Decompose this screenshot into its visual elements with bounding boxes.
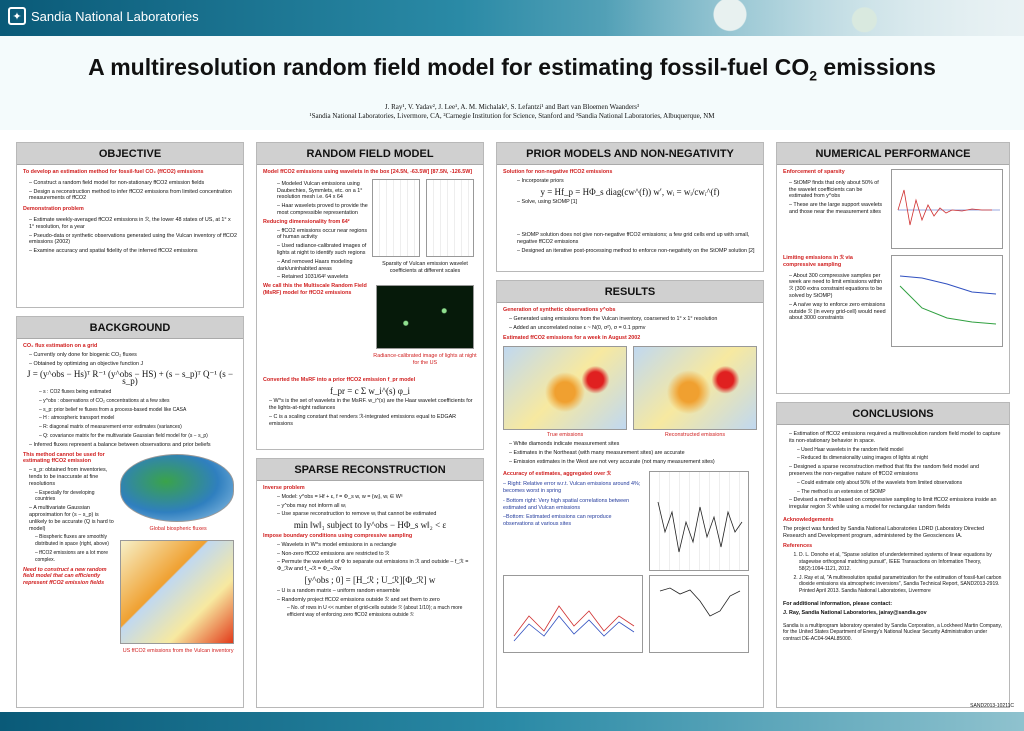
results-est: Estimated ffCO2 emissions for a week in August 2002 xyxy=(503,335,641,342)
definition: – Q: covariance matrix for the multivariate Gaussian field model for (s − s_p) xyxy=(39,432,208,439)
objective-panel xyxy=(16,142,244,308)
compressive-lines xyxy=(892,256,1004,348)
list-item: – Used radiance-calibrated images of lights at night to identify such regions xyxy=(277,243,367,256)
compressive-equation: [y^obs ; 0] = [H_ℛ ; U_ℛ][Φ_ℛ] w xyxy=(304,574,436,585)
org-name: Sandia National Laboratories xyxy=(31,8,199,24)
site-observations-plot xyxy=(503,575,643,653)
sparsity-scatter xyxy=(892,170,1004,250)
random-field-panel xyxy=(256,142,484,450)
reference: 1. D. L. Donoho et al, "Sparse solution of underdetermined systems of linear equations by stagewise orthogonal matching pursuit", IEEE Transactions on Information Theory, 58(2):1094-1121, 2012. xyxy=(799,552,1003,572)
background-left-text xyxy=(23,452,114,662)
list-item: – Added an uncorrelated noise ε ~ N(0, σ²), σ = 0.1 ppmv xyxy=(509,324,646,331)
conclusions-panel xyxy=(776,402,1010,708)
reconstructed-emissions-block xyxy=(633,346,757,439)
list-item: – Pseudo-data or synthetic observations generated using the Vulcan inventory of ffCO2 emissions (2002) xyxy=(29,232,237,246)
acc-item: – Right: Relative error w.r.t. Vulcan emissions around 4%; becomes worst in spring xyxy=(503,481,641,494)
rfm-body xyxy=(257,165,483,434)
objective-equation: J = (y^obs − Hs)ᵀ R⁻¹ (y^obs − HS) + (s − s_p)ᵀ Q⁻¹ (s − s_p) xyxy=(26,369,234,387)
list-item: – Estimates in the Northeast (with many measurement sites) are accurate xyxy=(509,449,685,456)
msrf-note: We call this the Multiscale Random Field (MsRF) model for ffCO2 emissions xyxy=(263,283,367,296)
caption-reconstructed: Reconstructed emissions xyxy=(664,432,726,439)
top-banner xyxy=(0,0,1024,36)
background-body xyxy=(17,339,243,666)
global-flux-map xyxy=(120,454,234,522)
method-note: This method cannot be used for estimating ffCO2 emission xyxy=(23,451,105,465)
banner-decoration xyxy=(604,0,1024,36)
ack-title: Acknowledgements xyxy=(783,516,834,523)
list-item: – About 300 compressive samples per week are need to limit emissions within ℛ (300 extra constraint equations to be solved by StOMP) xyxy=(789,272,883,299)
numerical-performance-panel xyxy=(776,142,1010,394)
rfm-left-text xyxy=(263,179,368,375)
true-emissions-map xyxy=(503,346,627,430)
list-item: – Examine accuracy and spatial fidelity of the inferred ffCO2 emissions xyxy=(29,248,198,255)
prior-model-equation: y = Hf_p = HΦ_s diag(cw^(f)) w′, wᵢ = wᵢ/cwᵢ^(f) xyxy=(540,186,720,197)
list-item: – U is a random matrix – uniform random ensemble xyxy=(277,587,400,594)
acc-item: - Bottom right: Very high spatial correlations between estimated and Vulcan emissions xyxy=(503,497,630,511)
list-item: – Could estimate only about 50% of the wavelets from limited observations xyxy=(797,479,963,486)
list-item: – ffCO2 emissions occur near regions of human activity xyxy=(277,227,368,241)
relative-error-plot xyxy=(649,471,749,571)
list-item: – StOMP solution does not give non-negative ffCO2 emissions; a few grid cells end up with small, negative ffCO2 emissions xyxy=(517,232,750,245)
night-lights-map xyxy=(376,285,474,349)
panel-title: PRIOR MODELS AND NON-NEGATIVITY xyxy=(497,143,763,165)
stomp-equation-figure xyxy=(575,209,685,229)
title-tail: emissions xyxy=(817,54,936,80)
list-item: – Especially for developing countries xyxy=(35,489,95,503)
demo-title: Demonstration problem xyxy=(23,206,84,213)
rfm-dim-title: Reducing dimensionality from 64² xyxy=(263,218,350,225)
objective-intro: To develop an estimation method for fossil-fuel CO₂ (ffCO2) emissions xyxy=(23,169,204,175)
prior-body xyxy=(497,165,763,261)
contact-block xyxy=(783,601,1003,617)
list-item: – Emission estimates in the West are not very accurate (not many measurement sites) xyxy=(509,458,715,465)
list-item: – White diamonds indicate measurement sites xyxy=(509,440,620,447)
list-item: – A naïve way to enforce zero emissions outside ℛ (in every grid-cell) would need about 3000 constraints xyxy=(789,301,886,322)
list-item: – Design a reconstruction method to infer ffCO2 emissions from limited concentration measurements of ffCO2 xyxy=(29,188,232,202)
contact-info: J. Ray, Sandia National Laboratories, jairay@sandia.gov xyxy=(783,609,927,616)
definition: – H : atmospheric transport model xyxy=(39,415,115,422)
objective-body xyxy=(17,165,243,261)
list-item: – Obtained by optimizing an objective function J xyxy=(29,360,144,367)
definition: – y^obs : observations of CO₂ concentrations at a few sites xyxy=(39,397,170,404)
conclusions-body xyxy=(777,425,1009,647)
contact-title: For additional information, please contact: xyxy=(783,600,893,607)
caption-global: Global biospheric fluxes xyxy=(149,525,207,532)
panel-title: CONCLUSIONS xyxy=(777,403,1009,425)
list-item: – Biospheric fluxes are smoothly distributed in space (right, above) xyxy=(35,534,109,548)
list-item: – Randomly project ffCO2 emissions outside ℛ and set them to zero xyxy=(277,596,440,603)
caption-us: US ffCO2 emissions from the Vulcan inventory xyxy=(122,647,234,654)
list-item: – Inferred fluxes represent a balance between observations and prior beliefs xyxy=(29,441,211,448)
background-h1: CO₂ flux estimation on a grid xyxy=(23,343,98,349)
panel-title: NUMERICAL PERFORMANCE xyxy=(777,143,1009,165)
thunderbird-icon: ✦ xyxy=(8,7,26,25)
panel-title: SPARSE RECONSTRUCTION xyxy=(257,459,483,481)
list-item: – Generated using emissions from the Vulcan inventory, coarsened to 1° x 1° resolution xyxy=(509,315,718,322)
list-item: – ffCO2 emissions are a lot more complex. xyxy=(35,549,108,563)
list-item: – Haar wavelets proved to provide the most compressible representation xyxy=(277,203,368,216)
rfm-convert: Converted the MsRF into a prior ffCO2 emission f_pr model xyxy=(263,376,416,383)
accuracy-title: Accuracy of estimates, aggregated over ℛ xyxy=(503,471,611,478)
list-item: – The method is an extension of StOMP xyxy=(797,488,886,495)
authors: J. Ray¹, V. Yadav², J. Lee¹, A. M. Michalak², S. Lefantzi¹ and Bart van Bloemen Waanders³ xyxy=(384,103,640,111)
sparsity-scatter-plot xyxy=(891,169,1003,249)
sparsity-plot-left xyxy=(372,179,420,257)
list-item: – And removed Haars modeling dark/uninhabited areas xyxy=(277,258,353,272)
acc-item: –Bottom: Estimated emissions can reproduce observations at various sites xyxy=(503,514,612,528)
list-item: – C is a scaling constant that renders ℛ-integrated emissions equal to EDGAR emissions xyxy=(269,413,457,427)
definition: – s_p: prior belief re fluxes from a process-based model like CASA xyxy=(39,406,187,413)
results-gen: Generation of synthetic observations y^obs xyxy=(503,307,616,313)
list-item: – W^s is the set of wavelets in the MsRF. w_i^(s) are the Haar wavelet coefficients for the lights-at-night radiances xyxy=(269,398,473,412)
background-panel xyxy=(16,316,244,708)
definition: – R: diagonal matrix of measurement error estimates (variances) xyxy=(39,424,182,431)
disclaimer: Sandia is a multiprogram laboratory operated by Sandia Corporation, a Lockheed Martin Company, for the United States Department of Energy's National Nuclear Security Administration under contract DE-AC04-94AL85000. xyxy=(783,622,1002,643)
list-item: – These are the large support wavelets and those near the measurement sites xyxy=(789,202,883,215)
correlation-line xyxy=(650,576,750,654)
sparsity-text xyxy=(783,169,887,249)
document-code: SAND2013-10211C xyxy=(970,703,1014,709)
results-body xyxy=(497,303,763,657)
background-conclusion: Need to construct a new random field model that can efficiently represent ffCO2 emission fields xyxy=(23,566,107,587)
results-panel xyxy=(496,280,764,708)
panel-title: BACKGROUND xyxy=(17,317,243,339)
list-item: – s_p: obtained from inventories, tends to be inaccurate at fine resolutions xyxy=(29,467,108,487)
caption-sparsity: Sparsity of Vulcan emission wavelet coefficients at different scales xyxy=(382,260,468,274)
list-item: – Estimate weekly-averaged ffCO2 emissions in ℛ, the lower 48 states of US, at 1° x 1° resolution, for a year xyxy=(29,216,231,230)
background-figures xyxy=(118,452,237,662)
rfm-intro: Model ffCO2 emissions using wavelets in the box [24.5N, -63.5W] [87.5N, -126.5W] xyxy=(263,169,473,175)
list-item: – A multivariate Gaussian approximation for (s − s_p) is unlikely to be accurate (Q is hard to model) xyxy=(29,505,114,532)
panel-title: RANDOM FIELD MODEL xyxy=(257,143,483,165)
sparse-equation: min ‖w‖₁ subject to ‖y^obs − HΦ_s w‖₂ < ε xyxy=(293,520,447,531)
accuracy-text xyxy=(503,471,643,571)
numerical-h2: Limiting emissions in ℛ via compressive sampling xyxy=(783,255,853,268)
sparse-body xyxy=(257,481,483,625)
site-observation-lines xyxy=(504,576,644,654)
sparse-h2: Impose boundary conditions using compressive sampling xyxy=(263,532,413,539)
list-item: – Incorporate priors xyxy=(517,177,564,184)
list-item: – Construct a random field model for non-stationary ffCO2 emission fields xyxy=(29,179,205,186)
numerical-body xyxy=(777,165,1009,351)
sparsity-plot-right xyxy=(426,179,474,257)
list-item: – y^obs may not inform all wᵢ xyxy=(277,502,346,509)
compressive-samples-plot xyxy=(891,255,1003,347)
list-item: – Modeled Vulcan emissions using Daubechies, Symmlets, etc. on a 1° resolution mesh i.e. 64 x 64 xyxy=(277,180,363,201)
title-subscript: 2 xyxy=(809,67,818,84)
poster-title xyxy=(0,54,1024,84)
list-item: – Designed an iterative post-processing method to enforce non-negativity on the StOMP solution [2] xyxy=(517,247,755,254)
footer-bar xyxy=(0,703,1024,731)
panel-title: RESULTS xyxy=(497,281,763,303)
list-item: – Permute the wavelets of Φ to separate out emissions in ℛ and outside – f_ℛ = Φ_ℛw and f_¬ℛ = Φ_¬ℛw xyxy=(277,559,469,573)
correlation-plot xyxy=(649,575,749,653)
sparse-h1: Inverse problem xyxy=(263,485,305,491)
caption-true: True emissions xyxy=(546,432,584,439)
list-item: – Estimation of ffCO2 emissions required a multiresolution random field model to capture its non-stationary behavior in space. xyxy=(789,431,1001,444)
vulcan-us-map xyxy=(120,540,234,644)
list-item: – Devised a method based on compressive sampling to limit ffCO2 emissions inside an irregular region ℛ while using a model for rectangular random fields xyxy=(789,497,997,511)
ref-title: References xyxy=(783,543,813,550)
compressive-text xyxy=(783,255,887,347)
numerical-h1: Enforcement of sparsity xyxy=(783,169,845,175)
prior-models-panel xyxy=(496,142,764,272)
list-item: – Reduced its dimensionality using images of lights at night xyxy=(797,455,928,462)
prior-equation: f_pr = c Σ w_i^(s) φ_i xyxy=(330,385,410,396)
title-main: A multiresolution random field model for estimating fossil-fuel CO xyxy=(88,54,810,80)
author-block xyxy=(0,103,1024,121)
list-item: – Solve, using StOMP [1] xyxy=(517,199,578,206)
ack-text: The project was funded by Sandia National Laboratories LDRD (Laboratory Directed Research and Development program, administered by the Geosciences IA. xyxy=(783,525,985,539)
reconstructed-emissions-map xyxy=(633,346,757,430)
list-item: – Currently only done for biogenic CO₂ fluxes xyxy=(29,351,137,358)
definition: – s : CO2 fluxes being estimated xyxy=(39,388,112,395)
list-item: – Non-zero ffCO2 emissions are restricted to ℛ xyxy=(277,550,390,557)
list-item: – StOMP finds that only about 50% of the wavelet coefficients can be estimated from y^obs xyxy=(789,179,879,200)
list-item: – Designed a sparse reconstruction method that fits the random field model and preserves the non-negative nature of ffCO2 emissions xyxy=(789,464,979,477)
affiliations: ¹Sandia National Laboratories, Livermore, CA, ²Carnegie Institution for Science, Stanford and ³Sandia National Laboratories, Albuquerque, NM xyxy=(309,112,715,120)
reference: 2. J. Ray et al, "A multiresolution spatial parametrization for the estimation of fossil-fuel carbon dioxide emissions via atmospheric inversions", Sandia Technical Report, SAND2013-2919. Printed April 2013. Sandia National Laboratories, Livermore xyxy=(799,575,1003,595)
list-item: – Used Haar wavelets in the random field model xyxy=(797,446,904,453)
list-item: – Model: y^obs = Hf + ε, f = Φ_s w, w = {wᵢ}, wᵢ ∈ Wˢ xyxy=(277,493,403,500)
prior-intro: Solution for non-negative ffCO2 emissions xyxy=(503,169,613,175)
list-item: – Use sparse reconstruction to remove wᵢ that cannot be estimated xyxy=(277,511,437,518)
true-emissions-block xyxy=(503,346,627,439)
rfm-figures xyxy=(372,179,477,375)
list-item: – No. of rows in U << number of grid-cells outside ℛ (about 1/10); a much more efficient way of enforcing zero ffCO2 emissions outside ℛ xyxy=(287,605,463,619)
list-item: – Wavelets in W^s model emissions in a rectangle xyxy=(277,541,397,548)
relative-error-line xyxy=(650,472,750,572)
caption-lights: Radiance-calibrated image of lights at night for the US xyxy=(373,352,477,366)
sandia-logo xyxy=(8,7,199,25)
list-item: – Retained 1031/64² wavelets xyxy=(277,274,349,281)
panel-title: OBJECTIVE xyxy=(17,143,243,165)
sparse-reconstruction-panel xyxy=(256,458,484,708)
